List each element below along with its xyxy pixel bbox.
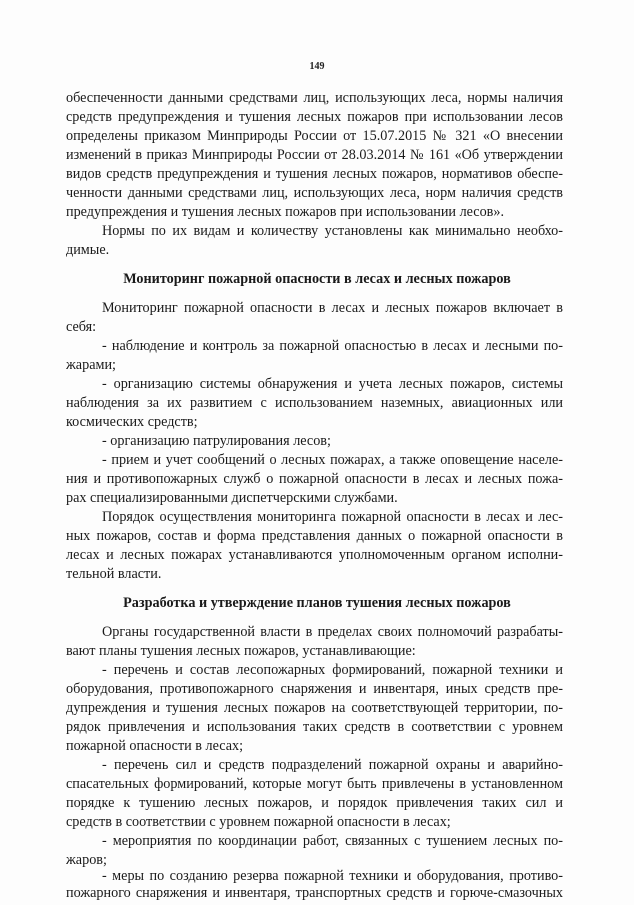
text-line: изменений в приказ Минприроды России от 28.03.2014 № 161 «Об утверждении xyxy=(66,147,563,163)
text-line: средств в соответствии с уровнем пожарной опасности в лесах; xyxy=(66,814,451,830)
text-line: - меры по созданию резерва пожарной техники и оборудования, противо- xyxy=(102,868,563,884)
text-line: - мероприятия по координации работ, связанных с тушением лесных по- xyxy=(102,833,563,849)
text-line: рах специализированными диспетчерскими службами. xyxy=(66,490,398,506)
text-line: себя: xyxy=(66,319,97,335)
text-line: Порядок осуществления мониторинга пожарной опасности в лесах и лес- xyxy=(102,509,563,525)
text-line: Нормы по их видам и количеству установлены как минимально необхо- xyxy=(102,223,563,239)
text-line: дупреждения и тушения лесных пожаров на соответствующей территории, по- xyxy=(66,700,563,716)
text-line: - перечень и состав лесопожарных формирований, пожарной техники и xyxy=(102,662,563,678)
text-line: ния и противопожарных служб о пожарной опасности в лесах и лесных пожа- xyxy=(66,471,563,487)
text-line: пожарного снаряжения и инвентаря, транспортных средств и горюче-смазочных xyxy=(66,885,563,901)
text-line: космических средств; xyxy=(66,414,198,430)
text-line: рядок привлечения и использования таких средств в соответствии с уровнем xyxy=(66,719,563,735)
text-line: Органы государственной власти в пределах своих полномочий разрабаты- xyxy=(102,624,563,640)
text-line: обеспеченности данными средствами лиц, использующих леса, нормы наличия xyxy=(66,90,563,106)
text-line: наблюдения за их развитием с использованием наземных, авиационных или xyxy=(66,395,563,411)
text-line: - организацию патрулирования лесов; xyxy=(102,433,331,449)
text-line: Мониторинг пожарной опасности в лесах и лесных пожаров включает в xyxy=(102,300,563,316)
text-line: ченности данными средствами лиц, использующих леса, норм наличия средств xyxy=(66,185,563,201)
text-line: видов средств предупреждения и тушения лесных пожаров, нормативов обеспе- xyxy=(66,166,563,182)
page-number: 149 xyxy=(309,61,325,72)
text-line: - наблюдение и контроль за пожарной опасностью в лесах и лесными по- xyxy=(102,338,563,354)
text-line: определены приказом Минприроды России от 15.07.2015 № 321 «О внесении xyxy=(66,128,563,144)
section-heading: Мониторинг пожарной опасности в лесах и лесных пожаров xyxy=(123,271,511,287)
text-line: порядке к тушению лесных пожаров, и порядок привлечения таких сил и xyxy=(66,795,563,811)
text-line: димые. xyxy=(66,242,110,258)
text-line: - организацию системы обнаружения и учета лесных пожаров, системы xyxy=(102,376,563,392)
text-line: ных пожаров, состав и форма представления данных о пожарной опасности в xyxy=(66,528,563,544)
text-line: лесах и лесных пожарах устанавливаются уполномоченным органом исполни- xyxy=(66,547,563,563)
text-line: оборудования, противопожарного снаряжения и инвентаря, иных средств пре- xyxy=(66,681,563,697)
text-line: пожарной опасности в лесах; xyxy=(66,738,244,754)
text-line: - прием и учет сообщений о лесных пожарах, а также оповещение населе- xyxy=(102,452,563,468)
text-line: жарами; xyxy=(66,357,117,373)
text-line: предупреждения и тушения лесных пожаров при использовании лесов». xyxy=(66,204,505,220)
text-line: средств предупреждения и тушения лесных пожаров при использовании лесов xyxy=(66,109,563,125)
text-line: тельной власти. xyxy=(66,566,162,582)
text-line: вают планы тушения лесных пожаров, устанавливающие: xyxy=(66,643,416,659)
text-line: спасательных формирований, которые могут быть привлечены в установленном xyxy=(66,776,563,792)
text-line: жаров; xyxy=(66,852,107,868)
text-line: - перечень сил и средств подразделений пожарной охраны и аварийно- xyxy=(102,757,563,773)
section-heading: Разработка и утверждение планов тушения лесных пожаров xyxy=(123,595,511,611)
